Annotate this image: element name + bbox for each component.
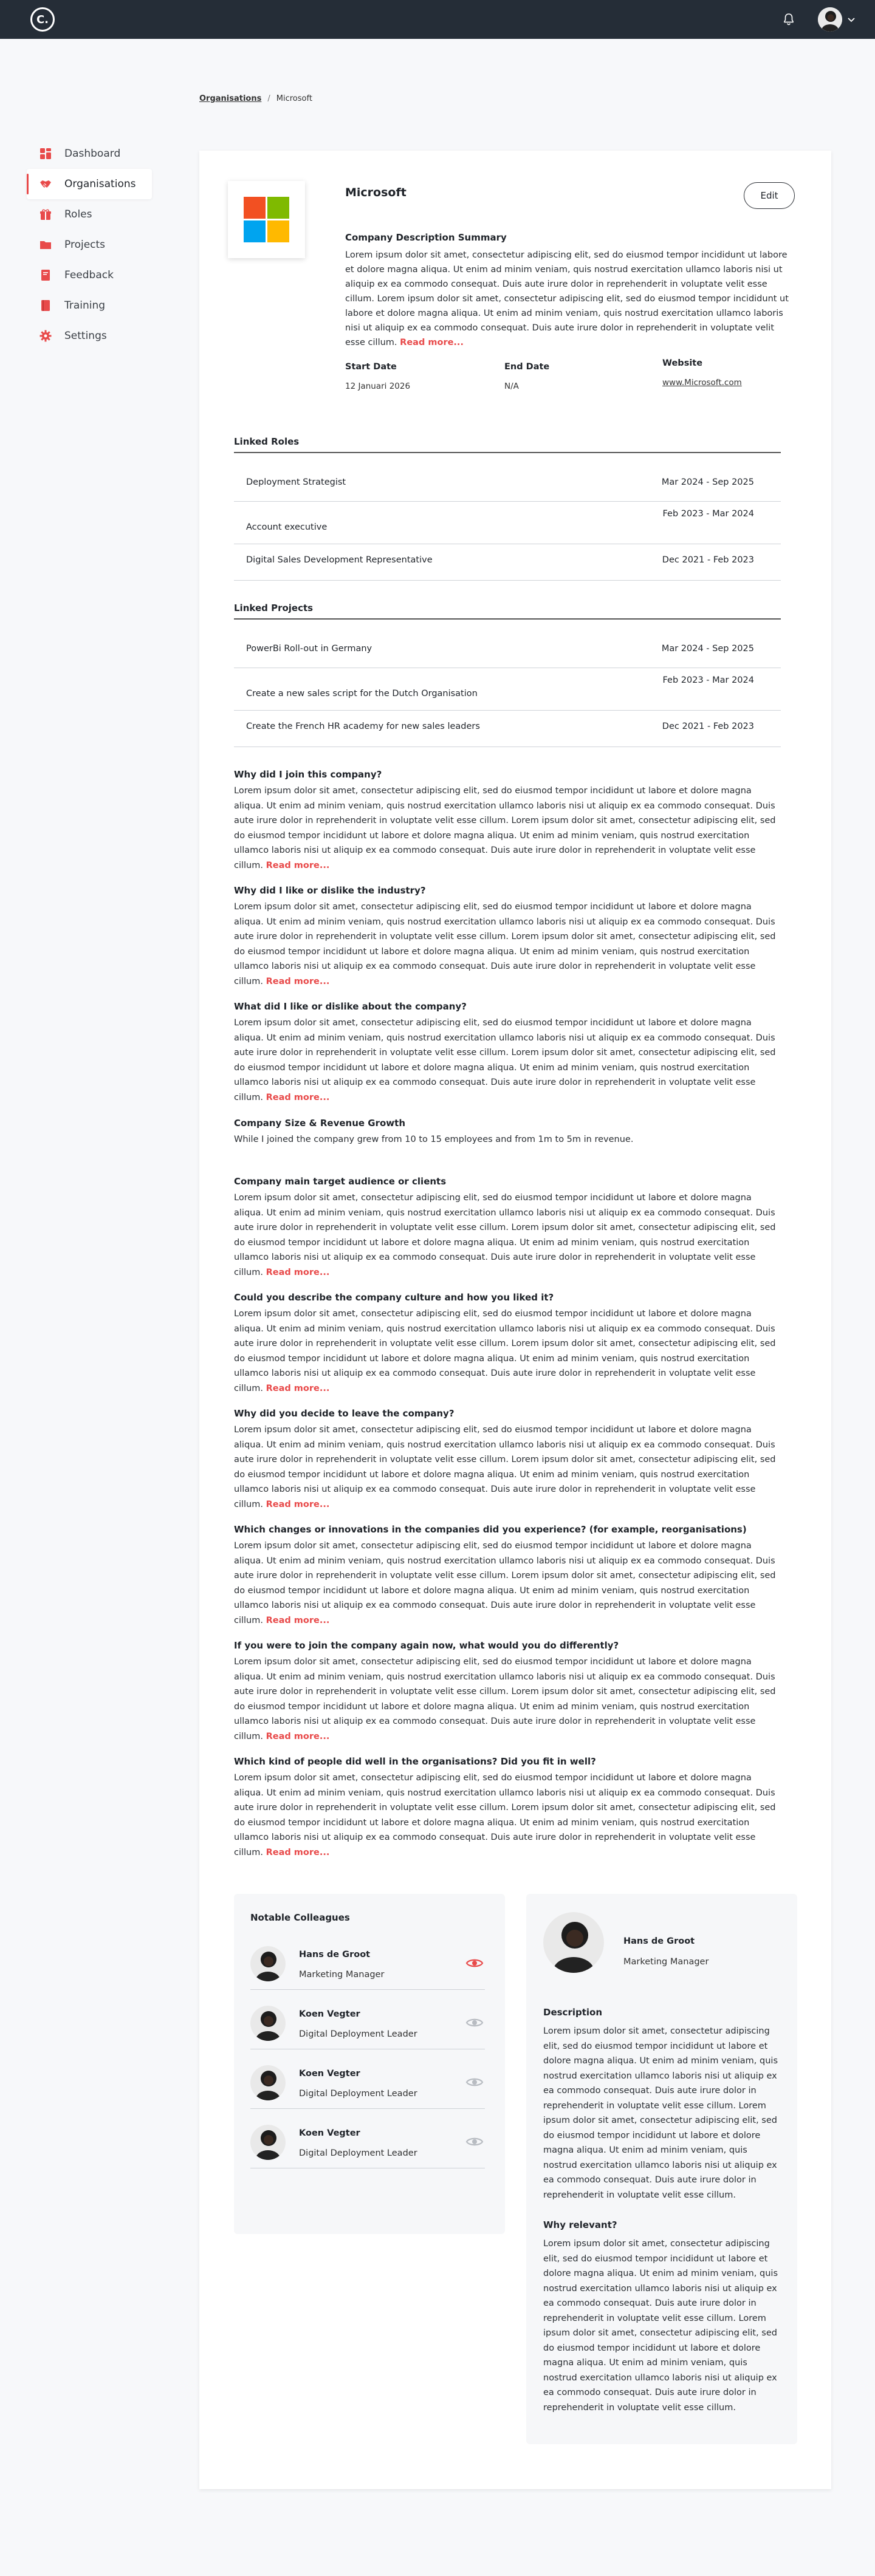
qa-question: Why did I like or dislike the industry? xyxy=(234,885,426,896)
breadcrumb xyxy=(199,94,312,103)
qa-question: Which kind of people did well in the organisations? Did you fit in well? xyxy=(234,1756,596,1767)
qa-question: Why did you decide to leave the company? xyxy=(234,1408,455,1419)
project-title: Create a new sales script for the Dutch Organisation xyxy=(246,689,478,699)
detail-role: Marketing Manager xyxy=(623,1957,709,1967)
sidebar-item-organisations[interactable] xyxy=(27,169,152,199)
sidebar-item-label: Organisations xyxy=(64,178,136,190)
linked-role-row[interactable] xyxy=(234,465,781,502)
avatar xyxy=(250,2065,286,2100)
app-logo-text: C. xyxy=(36,13,49,26)
colleagues-title: Notable Colleagues xyxy=(250,1912,350,1923)
start-date-value: 12 Januari 2026 xyxy=(345,381,411,391)
breadcrumb-organisations-link[interactable]: Organisations xyxy=(199,94,262,103)
sidebar-item-training[interactable] xyxy=(27,290,152,321)
start-date-label: Start Date xyxy=(345,362,397,372)
app-logo[interactable] xyxy=(30,7,55,32)
folder-icon xyxy=(39,238,52,251)
breadcrumb-current: Microsoft xyxy=(276,94,312,103)
qa-answer-text: Lorem ipsum dolor sit amet, consectetur adipiscing elit, sed do eiusmod tempor incididunt ut labore et dolore magna aliqua. Ut enim ad minim veniam, quis nostrud exercitation ullamco laboris nisi ut aliquip ex ea commodo consequat. Duis aute irure dolor in reprehenderit in voluptate velit esse cillum. Lorem ipsum dolor sit amet, consectetur adipiscing elit, sed do eiusmod tempor incididunt ut labore et dolore magna aliqua. Ut enim ad minim veniam, quis nostrud exercitation ullamco laboris nisi ut aliquip ex ea commodo consequat. Duis aute irure dolor in reprehenderit in voluptate velit esse cillum. xyxy=(234,902,776,986)
company-description xyxy=(345,248,795,350)
qa-block xyxy=(234,1176,781,1280)
detail-relevant: Lorem ipsum dolor sit amet, consectetur adipiscing elit, sed do eiusmod tempor incididunt ut labore et dolore magna aliqua. Ut enim ad minim veniam, quis nostrud exercitation ullamco laboris nisi ut aliquip ex ea commodo consequat. Duis aute irure dolor in reprehenderit in voluptate velit esse cillum. Lorem ipsum dolor sit amet, consectetur adipiscing elit, sed do eiusmod tempor incididunt ut labore et dolore magna aliqua. Ut enim ad minim veniam, quis nostrud exercitation ullamco laboris nisi ut aliquip ex ea commodo consequat. Duis aute irure dolor in reprehenderit in voluptate velit esse cillum. xyxy=(543,2239,778,2413)
user-avatar[interactable] xyxy=(818,7,842,32)
sidebar-item-label: Roles xyxy=(64,208,92,220)
eye-icon[interactable] xyxy=(465,2076,484,2088)
notable-colleagues-panel xyxy=(234,1894,505,2234)
read-more-link[interactable]: Read more... xyxy=(266,1092,330,1102)
qa-answer-text: Lorem ipsum dolor sit amet, consectetur adipiscing elit, sed do eiusmod tempor incididunt ut labore et dolore magna aliqua. Ut enim ad minim veniam, quis nostrud exercitation ullamco laboris nisi ut aliquip ex ea commodo consequat. Duis aute irure dolor in reprehenderit in voluptate velit esse cillum. Lorem ipsum dolor sit amet, consectetur adipiscing elit, sed do eiusmod tempor incididunt ut labore et dolore magna aliqua. Ut enim ad minim veniam, quis nostrud exercitation ullamco laboris nisi ut aliquip ex ea commodo consequat. Duis aute irure dolor in reprehenderit in voluptate velit esse cillum. xyxy=(234,1309,776,1393)
organisation-detail-card xyxy=(199,151,831,2489)
qa-question: Company Size & Revenue Growth xyxy=(234,1118,406,1129)
sidebar-item-roles[interactable] xyxy=(27,199,152,230)
colleague-row[interactable] xyxy=(250,2049,485,2109)
sidebar-item-feedback[interactable] xyxy=(27,260,152,290)
avatar xyxy=(250,2006,286,2041)
sidebar-item-label: Projects xyxy=(64,239,106,251)
breadcrumb-separator: / xyxy=(267,94,270,103)
colleague-detail-panel xyxy=(526,1894,797,2444)
project-dates: Dec 2021 - Feb 2023 xyxy=(662,722,754,731)
role-title: Digital Sales Development Representative xyxy=(246,555,433,565)
qa-answer xyxy=(234,1539,781,1628)
linked-project-row[interactable] xyxy=(234,668,781,711)
eye-icon[interactable] xyxy=(465,2136,484,2148)
qa-answer xyxy=(234,1016,781,1105)
qa-answer xyxy=(234,1132,781,1147)
qa-answer-text: Lorem ipsum dolor sit amet, consectetur adipiscing elit, sed do eiusmod tempor incididunt ut labore et dolore magna aliqua. Ut enim ad minim veniam, quis nostrud exercitation ullamco laboris nisi ut aliquip ex ea commodo consequat. Duis aute irure dolor in reprehenderit in voluptate velit esse cillum. Lorem ipsum dolor sit amet, consectetur adipiscing elit, sed do eiusmod tempor incididunt ut labore et dolore magna aliqua. Ut enim ad minim veniam, quis nostrud exercitation ullamco laboris nisi ut aliquip ex ea commodo consequat. Duis aute irure dolor in reprehenderit in voluptate velit esse cillum. xyxy=(234,1425,776,1509)
gear-icon xyxy=(39,329,52,343)
read-more-link[interactable]: Read more... xyxy=(400,338,464,347)
bell-icon[interactable] xyxy=(781,12,796,27)
sidebar xyxy=(27,138,152,351)
colleague-name: Hans de Groot xyxy=(299,1950,371,1959)
qa-answer xyxy=(234,900,781,989)
qa-block xyxy=(234,1524,781,1628)
edit-button[interactable]: Edit xyxy=(744,182,795,209)
company-name: Microsoft xyxy=(345,186,407,199)
microsoft-logo-icon xyxy=(244,197,289,242)
sidebar-item-label: Training xyxy=(64,299,106,312)
notebook-icon xyxy=(39,299,52,312)
qa-answer-text: While I joined the company grew from 10 to 15 employees and from 1m to 5m in revenue. xyxy=(234,1135,634,1144)
colleague-role: Marketing Manager xyxy=(299,1970,385,1980)
read-more-link[interactable]: Read more... xyxy=(266,1499,330,1509)
sidebar-item-settings[interactable] xyxy=(27,321,152,351)
qa-question: Could you describe the company culture and how you liked it? xyxy=(234,1292,554,1303)
sidebar-item-projects[interactable] xyxy=(27,230,152,260)
colleague-row[interactable] xyxy=(250,1930,485,1990)
qa-question: What did I like or dislike about the company? xyxy=(234,1001,467,1012)
qa-answer-text: Lorem ipsum dolor sit amet, consectetur adipiscing elit, sed do eiusmod tempor incididunt ut labore et dolore magna aliqua. Ut enim ad minim veniam, quis nostrud exercitation ullamco laboris nisi ut aliquip ex ea commodo consequat. Duis aute irure dolor in reprehenderit in voluptate velit esse cillum. Lorem ipsum dolor sit amet, consectetur adipiscing elit, sed do eiusmod tempor incididunt ut labore et dolore magna aliqua. Ut enim ad minim veniam, quis nostrud exercitation ullamco laboris nisi ut aliquip ex ea commodo consequat. Duis aute irure dolor in reprehenderit in voluptate velit esse cillum. xyxy=(234,1773,776,1857)
qa-answer-text: Lorem ipsum dolor sit amet, consectetur adipiscing elit, sed do eiusmod tempor incididunt ut labore et dolore magna aliqua. Ut enim ad minim veniam, quis nostrud exercitation ullamco laboris nisi ut aliquip ex ea commodo consequat. Duis aute irure dolor in reprehenderit in voluptate velit esse cillum. Lorem ipsum dolor sit amet, consectetur adipiscing elit, sed do eiusmod tempor incididunt ut labore et dolore magna aliqua. Ut enim ad minim veniam, quis nostrud exercitation ullamco laboris nisi ut aliquip ex ea commodo consequat. Duis aute irure dolor in reprehenderit in voluptate velit esse cillum. xyxy=(234,1541,776,1625)
qa-answer-text: Lorem ipsum dolor sit amet, consectetur adipiscing elit, sed do eiusmod tempor incididunt ut labore et dolore magna aliqua. Ut enim ad minim veniam, quis nostrud exercitation ullamco laboris nisi ut aliquip ex ea commodo consequat. Duis aute irure dolor in reprehenderit in voluptate velit esse cillum. Lorem ipsum dolor sit amet, consectetur adipiscing elit, sed do eiusmod tempor incididunt ut labore et dolore magna aliqua. Ut enim ad minim veniam, quis nostrud exercitation ullamco laboris nisi ut aliquip ex ea commodo consequat. Duis aute irure dolor in reprehenderit in voluptate velit esse cillum. xyxy=(234,786,776,870)
qa-block xyxy=(234,769,781,873)
role-dates: Mar 2024 - Sep 2025 xyxy=(661,477,754,487)
detail-name: Hans de Groot xyxy=(623,1936,695,1946)
start-date xyxy=(345,362,410,391)
end-date-value: N/A xyxy=(504,381,519,391)
qa-answer xyxy=(234,1191,781,1280)
qa-answer xyxy=(234,1771,781,1860)
eye-icon[interactable] xyxy=(465,2017,484,2029)
website xyxy=(662,358,742,388)
website-label: Website xyxy=(662,358,703,368)
read-more-link[interactable]: Read more... xyxy=(266,860,330,870)
detail-description-title: Description xyxy=(543,2007,603,2018)
qa-question: Which changes or innovations in the companies did you experience? (for example, reorganisations) xyxy=(234,1524,747,1535)
qa-answer-text: Lorem ipsum dolor sit amet, consectetur adipiscing elit, sed do eiusmod tempor incididunt ut labore et dolore magna aliqua. Ut enim ad minim veniam, quis nostrud exercitation ullamco laboris nisi ut aliquip ex ea commodo consequat. Duis aute irure dolor in reprehenderit in voluptate velit esse cillum. Lorem ipsum dolor sit amet, consectetur adipiscing elit, sed do eiusmod tempor incididunt ut labore et dolore magna aliqua. Ut enim ad minim veniam, quis nostrud exercitation ullamco laboris nisi ut aliquip ex ea commodo consequat. Duis aute irure dolor in reprehenderit in voluptate velit esse cillum. xyxy=(234,1193,776,1277)
colleague-row[interactable] xyxy=(250,2109,485,2168)
read-more-link[interactable]: Read more... xyxy=(266,1615,330,1625)
sidebar-item-dashboard[interactable] xyxy=(27,138,152,169)
end-date-label: End Date xyxy=(504,362,550,372)
linked-role-row[interactable] xyxy=(234,502,781,544)
colleague-row[interactable] xyxy=(250,1990,485,2049)
linked-role-row[interactable] xyxy=(234,544,781,581)
role-dates: Feb 2023 - Mar 2024 xyxy=(662,509,754,519)
book-icon xyxy=(39,268,52,282)
role-title: Account executive xyxy=(246,522,328,532)
read-more-link[interactable]: Read more... xyxy=(266,1267,330,1277)
sidebar-item-label: Feedback xyxy=(64,269,114,281)
detail-description: Lorem ipsum dolor sit amet, consectetur adipiscing elit, sed do eiusmod tempor incididunt ut labore et dolore magna aliqua. Ut enim ad minim veniam, quis nostrud exercitation ullamco laboris nisi ut aliquip ex ea commodo consequat. Duis aute irure dolor in reprehenderit in voluptate velit esse cillum. Lorem ipsum dolor sit amet, consectetur adipiscing elit, sed do eiusmod tempor incididunt ut labore et dolore magna aliqua. Ut enim ad minim veniam, quis nostrud exercitation ullamco laboris nisi ut aliquip ex ea commodo consequat. Duis aute irure dolor in reprehenderit in voluptate velit esse cillum. xyxy=(543,2026,778,2200)
qa-block xyxy=(234,1640,781,1744)
colleague-name: Koen Vegter xyxy=(299,2069,360,2079)
qa-answer xyxy=(234,1307,781,1396)
qa-block xyxy=(234,1756,781,1860)
website-link[interactable]: www.Microsoft.com xyxy=(662,378,742,388)
colleague-role: Digital Deployment Leader xyxy=(299,2029,417,2039)
qa-block xyxy=(234,885,781,989)
qa-answer-text: Lorem ipsum dolor sit amet, consectetur adipiscing elit, sed do eiusmod tempor incididunt ut labore et dolore magna aliqua. Ut enim ad minim veniam, quis nostrud exercitation ullamco laboris nisi ut aliquip ex ea commodo consequat. Duis aute irure dolor in reprehenderit in voluptate velit esse cillum. Lorem ipsum dolor sit amet, consectetur adipiscing elit, sed do eiusmod tempor incididunt ut labore et dolore magna aliqua. Ut enim ad minim veniam, quis nostrud exercitation ullamco laboris nisi ut aliquip ex ea commodo consequat. Duis aute irure dolor in reprehenderit in voluptate velit esse cillum. xyxy=(234,1018,776,1102)
avatar xyxy=(250,2125,286,2160)
qa-block xyxy=(234,1118,781,1147)
project-title: Create the French HR academy for new sales leaders xyxy=(246,722,480,731)
colleague-name: Koen Vegter xyxy=(299,2128,360,2138)
linked-roles-title: Linked Roles xyxy=(234,436,300,447)
description-title: Company Description Summary xyxy=(345,232,507,243)
qa-block xyxy=(234,1292,781,1396)
linked-projects-divider xyxy=(234,618,781,620)
qa-answer xyxy=(234,1655,781,1744)
avatar xyxy=(250,1946,286,1981)
linked-projects-title: Linked Projects xyxy=(234,603,314,613)
handshake-icon xyxy=(39,177,52,191)
project-title: PowerBi Roll-out in Germany xyxy=(246,644,372,654)
end-date xyxy=(504,362,549,391)
company-logo xyxy=(228,181,305,258)
qa-question: Company main target audience or clients xyxy=(234,1176,447,1187)
role-dates: Dec 2021 - Feb 2023 xyxy=(662,555,754,565)
colleague-role: Digital Deployment Leader xyxy=(299,2089,417,2099)
read-more-link[interactable]: Read more... xyxy=(266,1731,330,1741)
linked-project-row[interactable] xyxy=(234,632,781,668)
chevron-down-icon[interactable] xyxy=(846,15,856,24)
gift-icon xyxy=(39,208,52,221)
description-text: Lorem ipsum dolor sit amet, consectetur adipiscing elit, sed do eiusmod tempor incididunt ut labore et dolore magna aliqua. Ut enim ad minim veniam, quis nostrud exercitation ullamco laboris nisi ut aliquip ex ea commodo consequat. Duis aute irure dolor in reprehenderit in voluptate velit esse cillum. Lorem ipsum dolor sit amet, consectetur adipiscing elit, sed do eiusmod tempor incididunt ut labore et dolore magna aliqua. Ut enim ad minim veniam, quis nostrud exercitation ullamco laboris nisi ut aliquip ex ea commodo consequat. Duis aute irure dolor in reprehenderit in voluptate velit esse cillum. xyxy=(345,250,789,347)
role-title: Deployment Strategist xyxy=(246,477,346,487)
sidebar-item-label: Settings xyxy=(64,330,107,342)
qa-question: If you were to join the company again now, what would you do differently? xyxy=(234,1640,619,1651)
project-dates: Mar 2024 - Sep 2025 xyxy=(661,644,754,654)
qa-block xyxy=(234,1001,781,1105)
qa-answer xyxy=(234,784,781,873)
project-dates: Feb 2023 - Mar 2024 xyxy=(662,675,754,685)
top-bar xyxy=(0,0,875,39)
read-more-link[interactable]: Read more... xyxy=(266,1847,330,1857)
qa-answer xyxy=(234,1423,781,1512)
sidebar-item-label: Dashboard xyxy=(64,148,121,160)
eye-icon[interactable] xyxy=(465,1957,484,1969)
colleague-role: Digital Deployment Leader xyxy=(299,2148,417,2158)
linked-project-row[interactable] xyxy=(234,711,781,747)
grid-icon xyxy=(39,147,52,160)
qa-answer-text: Lorem ipsum dolor sit amet, consectetur adipiscing elit, sed do eiusmod tempor incididunt ut labore et dolore magna aliqua. Ut enim ad minim veniam, quis nostrud exercitation ullamco laboris nisi ut aliquip ex ea commodo consequat. Duis aute irure dolor in reprehenderit in voluptate velit esse cillum. Lorem ipsum dolor sit amet, consectetur adipiscing elit, sed do eiusmod tempor incididunt ut labore et dolore magna aliqua. Ut enim ad minim veniam, quis nostrud exercitation ullamco laboris nisi ut aliquip ex ea commodo consequat. Duis aute irure dolor in reprehenderit in voluptate velit esse cillum. xyxy=(234,1657,776,1741)
avatar xyxy=(543,1912,604,1973)
colleague-name: Koen Vegter xyxy=(299,2009,360,2019)
qa-question: Why did I join this company? xyxy=(234,769,382,780)
qa-block xyxy=(234,1408,781,1512)
linked-roles-divider xyxy=(234,452,781,453)
read-more-link[interactable]: Read more... xyxy=(266,976,330,986)
detail-relevant-title: Why relevant? xyxy=(543,2219,617,2230)
read-more-link[interactable]: Read more... xyxy=(266,1383,330,1393)
